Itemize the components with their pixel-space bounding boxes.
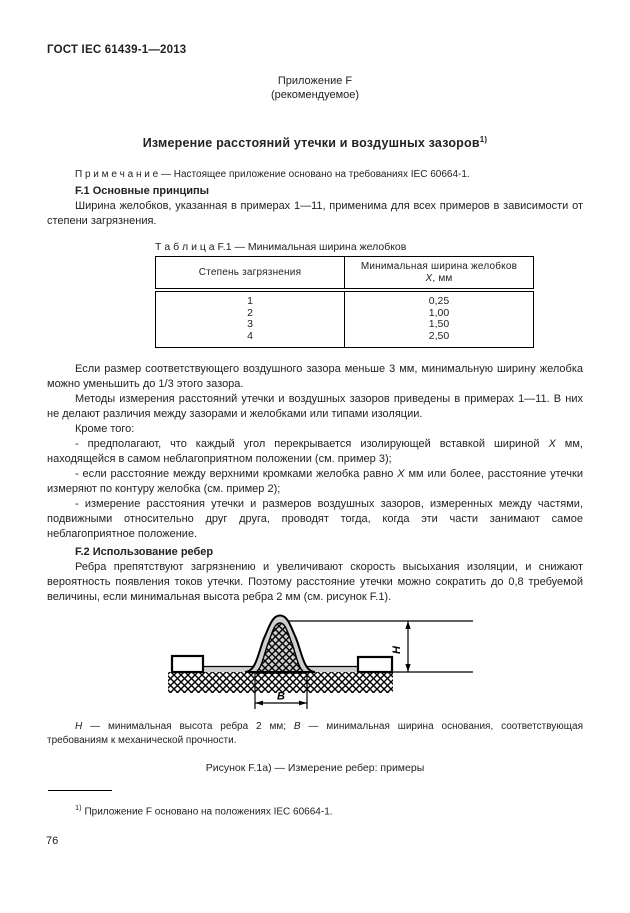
paragraph-clearance: Если размер соответствующего воздушного зазора меньше 3 мм, минимальную ширину желобка можно уменьшить до 1/3 этого зазора. <box>47 363 583 391</box>
table-header <box>156 257 534 291</box>
bullet-2-variable-x: X <box>397 468 405 481</box>
legend-mid: — минимальная высота ребра 2 мм; <box>82 721 294 733</box>
footnote-area <box>47 790 583 818</box>
column-header-pollution-degree: Степень загрязнения <box>156 257 345 291</box>
paragraph-bullet-2 <box>47 467 583 497</box>
paragraph-f2-ribs: Ребра препятствуют загрязнению и увеличивают скорость высыхания изоляции, и снижают вероятность появления токов утечки. Поэтому расстояние утечки можно сократить до 0,8 требуемой величины, если минимальная высота ребра 2 мм (см. рисунок F.1). <box>47 561 583 604</box>
footnote-separator <box>48 790 112 791</box>
table-caption: Т а б л и ц а F.1 — Минимальная ширина желобков <box>155 241 407 254</box>
cell-degree: 3 <box>156 319 345 331</box>
bullet-1-variable-x: X <box>548 438 556 451</box>
h-arrow-bottom <box>405 664 410 672</box>
rib-figure-drawing <box>160 612 480 716</box>
paragraph-besides: Кроме того: <box>75 423 135 436</box>
dimension-label-b: B <box>277 690 285 703</box>
paragraph-methods: Методы измерения расстояний утечки и воздушных зазоров приведены в примерах 1—11. В них не делают различия между зазорами и желобками или типами изоляции. <box>47 393 583 421</box>
cell-width: 1,50 <box>345 319 534 331</box>
table-row <box>156 319 534 331</box>
table-row <box>156 308 534 320</box>
bullet-2-post: мм или более, расстояние утечки измеряют по контуру желобка (см. пример 2); <box>47 468 583 496</box>
paragraph-bullet-3: - измерение расстояния утечки и размеров воздушных зазоров, измеренных между частями, подвижными относительно друг друга, проводят тогда, когда эти части занимают самое неблагоприятное положение. <box>47 498 583 541</box>
rib-figure <box>160 612 480 716</box>
column-header-min-width <box>345 257 534 291</box>
cell-width: 1,00 <box>345 308 534 320</box>
b-arrow-right <box>299 701 307 706</box>
footnote-ref: 1) <box>75 803 82 812</box>
section-f1-heading: F.1 Основные принципы <box>75 185 210 198</box>
table-header-row <box>156 257 534 291</box>
annex-kind: (рекомендуемое) <box>270 89 360 101</box>
annex-header <box>47 74 583 102</box>
dimension-label-h: H <box>391 646 403 655</box>
cell-width: 0,25 <box>345 290 534 308</box>
table-row <box>156 331 534 348</box>
table-body <box>156 290 534 348</box>
bullet-2-pre: - если расстояние между верхними кромками желобка равно <box>75 468 398 481</box>
column-header-min-width-pre: Минимальная ширина желобков <box>360 261 518 273</box>
left-block <box>172 656 203 672</box>
paragraph-f1-intro: Ширина желобков, указанная в примерах 1—11, применима для всех примеров в зависимости от степени загрязнения. <box>47 200 583 228</box>
footnote-text: Приложение F основано на положениях IEC 60664-1. <box>81 806 333 818</box>
table-row <box>156 290 534 308</box>
column-header-variable-x: X <box>425 273 433 285</box>
figure-legend <box>47 720 583 748</box>
h-arrow-top <box>405 621 410 629</box>
legend-variable-b: B <box>293 721 301 733</box>
figure-caption: Рисунок F.1a) — Измерение ребер: примеры <box>205 762 425 775</box>
title-footnote-ref: 1) <box>479 135 488 144</box>
footnote <box>47 801 583 818</box>
page-number: 76 <box>46 835 59 847</box>
annex-label: Приложение F <box>277 75 353 87</box>
table-f1 <box>155 256 534 348</box>
page-title <box>47 132 583 151</box>
cell-degree: 2 <box>156 308 345 320</box>
bullet-1-pre: - предполагают, что каждый угол перекрывается изолирующей вставкой шириной <box>75 438 549 451</box>
column-header-min-width-post: , мм <box>432 273 453 285</box>
doc-number: ГОСТ IEC 61439-1—2013 <box>47 44 187 56</box>
cell-degree: 1 <box>156 290 345 308</box>
note-text: П р и м е ч а н и е — Настоящее приложение основано на требованиях IEC 60664-1. <box>75 169 470 181</box>
right-block <box>358 657 392 672</box>
legend-post: — минимальная ширина основания, соответствующая требованиям к механической прочности. <box>47 721 583 747</box>
page-title-text: Измерение расстояний утечки и воздушных зазоров <box>142 136 480 151</box>
bullet-1-post: мм, находящейся в самом неблагоприятном положении (см. пример 3); <box>47 438 583 466</box>
cell-degree: 4 <box>156 331 345 348</box>
cell-width: 2,50 <box>345 331 534 348</box>
section-f2-heading: F.2 Использование ребер <box>75 546 214 559</box>
paragraph-bullet-1 <box>47 437 583 467</box>
legend-variable-h: H <box>75 721 83 733</box>
b-arrow-left <box>255 701 263 706</box>
